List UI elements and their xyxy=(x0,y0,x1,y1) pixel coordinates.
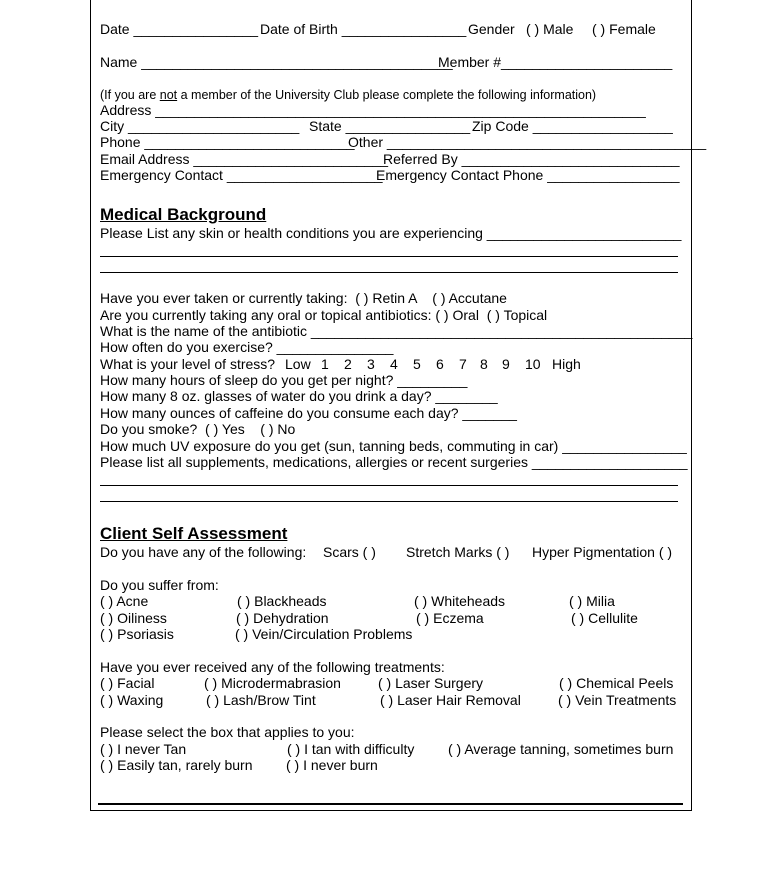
stress-low-label: Low xyxy=(285,356,311,372)
uv-exposure-field[interactable]: How much UV exposure do you get (sun, tanning beds, commuting in car) ________________ xyxy=(100,438,687,454)
antibiotic-name-field[interactable]: What is the name of the antibiotic _________________________________________________ xyxy=(100,323,693,339)
never-tan-option[interactable]: ( ) I never Tan xyxy=(100,741,187,757)
medical-background-heading: Medical Background xyxy=(100,205,267,224)
water-field[interactable]: How many 8 oz. glasses of water do you drink a day? ________ xyxy=(100,388,498,404)
conditions-answer-line[interactable] xyxy=(100,256,678,257)
antibiotics-question[interactable]: Are you currently taking any oral or topical antibiotics: ( ) Oral ( ) Topical xyxy=(100,307,548,323)
retin-accutane-question[interactable]: Have you ever taken or currently taking: ( ) Retin A ( ) Accutane xyxy=(100,290,507,306)
emergency-contact-field[interactable]: Emergency Contact ____________________ xyxy=(100,167,383,183)
blackheads-option[interactable]: ( ) Blackheads xyxy=(237,593,327,609)
waxing-option[interactable]: ( ) Waxing xyxy=(100,692,164,708)
hyper-pigmentation-option[interactable]: Hyper Pigmentation ( ) xyxy=(532,544,673,560)
never-burn-option[interactable]: ( ) I never burn xyxy=(286,757,378,773)
gender-male-option[interactable]: ( ) Male xyxy=(526,21,574,37)
stress-option[interactable]: 6 xyxy=(436,356,444,372)
dob-field[interactable]: Date of Birth ________________ xyxy=(260,21,467,37)
exercise-field[interactable]: How often do you exercise? _______________ xyxy=(100,339,394,355)
city-field[interactable]: City ______________________ xyxy=(100,118,300,134)
cellulite-option[interactable]: ( ) Cellulite xyxy=(571,610,638,626)
whiteheads-option[interactable]: ( ) Whiteheads xyxy=(414,593,506,609)
smoke-question[interactable]: Do you smoke? ( ) Yes ( ) No xyxy=(100,421,296,437)
supplements-answer-line[interactable] xyxy=(100,501,678,502)
chemical-peels-option[interactable]: ( ) Chemical Peels xyxy=(559,675,674,691)
referred-by-field[interactable]: Referred By ____________________________ xyxy=(383,151,680,167)
stress-option[interactable]: 7 xyxy=(459,356,467,372)
caffeine-field[interactable]: How many ounces of caffeine do you consume each day? _______ xyxy=(100,405,517,421)
member-number-field[interactable]: Member #______________________ xyxy=(438,54,673,70)
email-field[interactable]: Email Address _________________________ xyxy=(100,151,389,167)
stress-option[interactable]: 5 xyxy=(413,356,421,372)
facial-option[interactable]: ( ) Facial xyxy=(100,675,155,691)
bottom-rule xyxy=(98,803,683,805)
easily-tan-option[interactable]: ( ) Easily tan, rarely burn xyxy=(100,757,253,773)
milia-option[interactable]: ( ) Milia xyxy=(569,593,615,609)
stretch-marks-option[interactable]: Stretch Marks ( ) xyxy=(406,544,510,560)
microdermabrasion-option[interactable]: ( ) Microdermabrasion xyxy=(204,675,341,691)
vein-treatments-option[interactable]: ( ) Vein Treatments xyxy=(558,692,677,708)
stress-option[interactable]: 10 xyxy=(525,356,541,372)
scars-option[interactable]: Scars ( ) xyxy=(323,544,376,560)
state-field[interactable]: State ________________ xyxy=(309,118,471,134)
zip-code-field[interactable]: Zip Code __________________ xyxy=(472,118,673,134)
gender-label: Gender xyxy=(468,21,515,37)
tan-question: Please select the box that applies to you: xyxy=(100,724,355,740)
address-field[interactable]: Address _______________________________________________________________ xyxy=(100,102,646,118)
eczema-option[interactable]: ( ) Eczema xyxy=(416,610,484,626)
stress-option[interactable]: 1 xyxy=(321,356,329,372)
emergency-contact-phone-field[interactable]: Emergency Contact Phone _________________ xyxy=(376,167,680,183)
suffer-question: Do you suffer from: xyxy=(100,577,219,593)
vein-circulation-option[interactable]: ( ) Vein/Circulation Problems xyxy=(235,626,413,642)
gender-female-option[interactable]: ( ) Female xyxy=(592,21,656,37)
skin-conditions-field[interactable]: Please List any skin or health conditions you are experiencing _________________________ xyxy=(100,225,682,241)
psoriasis-option[interactable]: ( ) Psoriasis xyxy=(100,626,174,642)
non-member-note: (If you are not a member of the University Club please complete the following information) xyxy=(100,88,597,102)
supplements-answer-line[interactable] xyxy=(100,485,678,486)
oiliness-option[interactable]: ( ) Oiliness xyxy=(100,610,167,626)
stress-option[interactable]: 3 xyxy=(367,356,375,372)
tan-with-difficulty-option[interactable]: ( ) I tan with difficulty xyxy=(287,741,415,757)
dehydration-option[interactable]: ( ) Dehydration xyxy=(236,610,329,626)
conditions-answer-line[interactable] xyxy=(100,272,678,273)
self-assessment-heading: Client Self Assessment xyxy=(100,524,288,543)
stress-option[interactable]: 8 xyxy=(480,356,488,372)
treatments-question: Have you ever received any of the following treatments: xyxy=(100,659,445,675)
following-question: Do you have any of the following: xyxy=(100,544,307,560)
average-tanning-option[interactable]: ( ) Average tanning, sometimes burn xyxy=(448,741,674,757)
note-not-emphasis: not xyxy=(159,88,178,102)
phone-field[interactable]: Phone ___________________________ xyxy=(100,134,355,150)
stress-high-label: High xyxy=(552,356,581,372)
sleep-field[interactable]: How many hours of sleep do you get per night? _________ xyxy=(100,372,468,388)
other-field[interactable]: Other _________________________________________ xyxy=(348,134,707,150)
laser-surgery-option[interactable]: ( ) Laser Surgery xyxy=(378,675,484,691)
supplements-field[interactable]: Please list all supplements, medications, allergies or recent surgeries ____________________ xyxy=(100,454,688,470)
acne-option[interactable]: ( ) Acne xyxy=(100,593,149,609)
stress-label: What is your level of stress? xyxy=(100,356,276,372)
name-field[interactable]: Name ________________________________________ xyxy=(100,54,453,70)
date-field[interactable]: Date ________________ xyxy=(100,21,259,37)
stress-option[interactable]: 2 xyxy=(344,356,352,372)
stress-option[interactable]: 4 xyxy=(390,356,398,372)
lash-brow-tint-option[interactable]: ( ) Lash/Brow Tint xyxy=(206,692,316,708)
stress-option[interactable]: 9 xyxy=(502,356,510,372)
laser-hair-removal-option[interactable]: ( ) Laser Hair Removal xyxy=(380,692,521,708)
